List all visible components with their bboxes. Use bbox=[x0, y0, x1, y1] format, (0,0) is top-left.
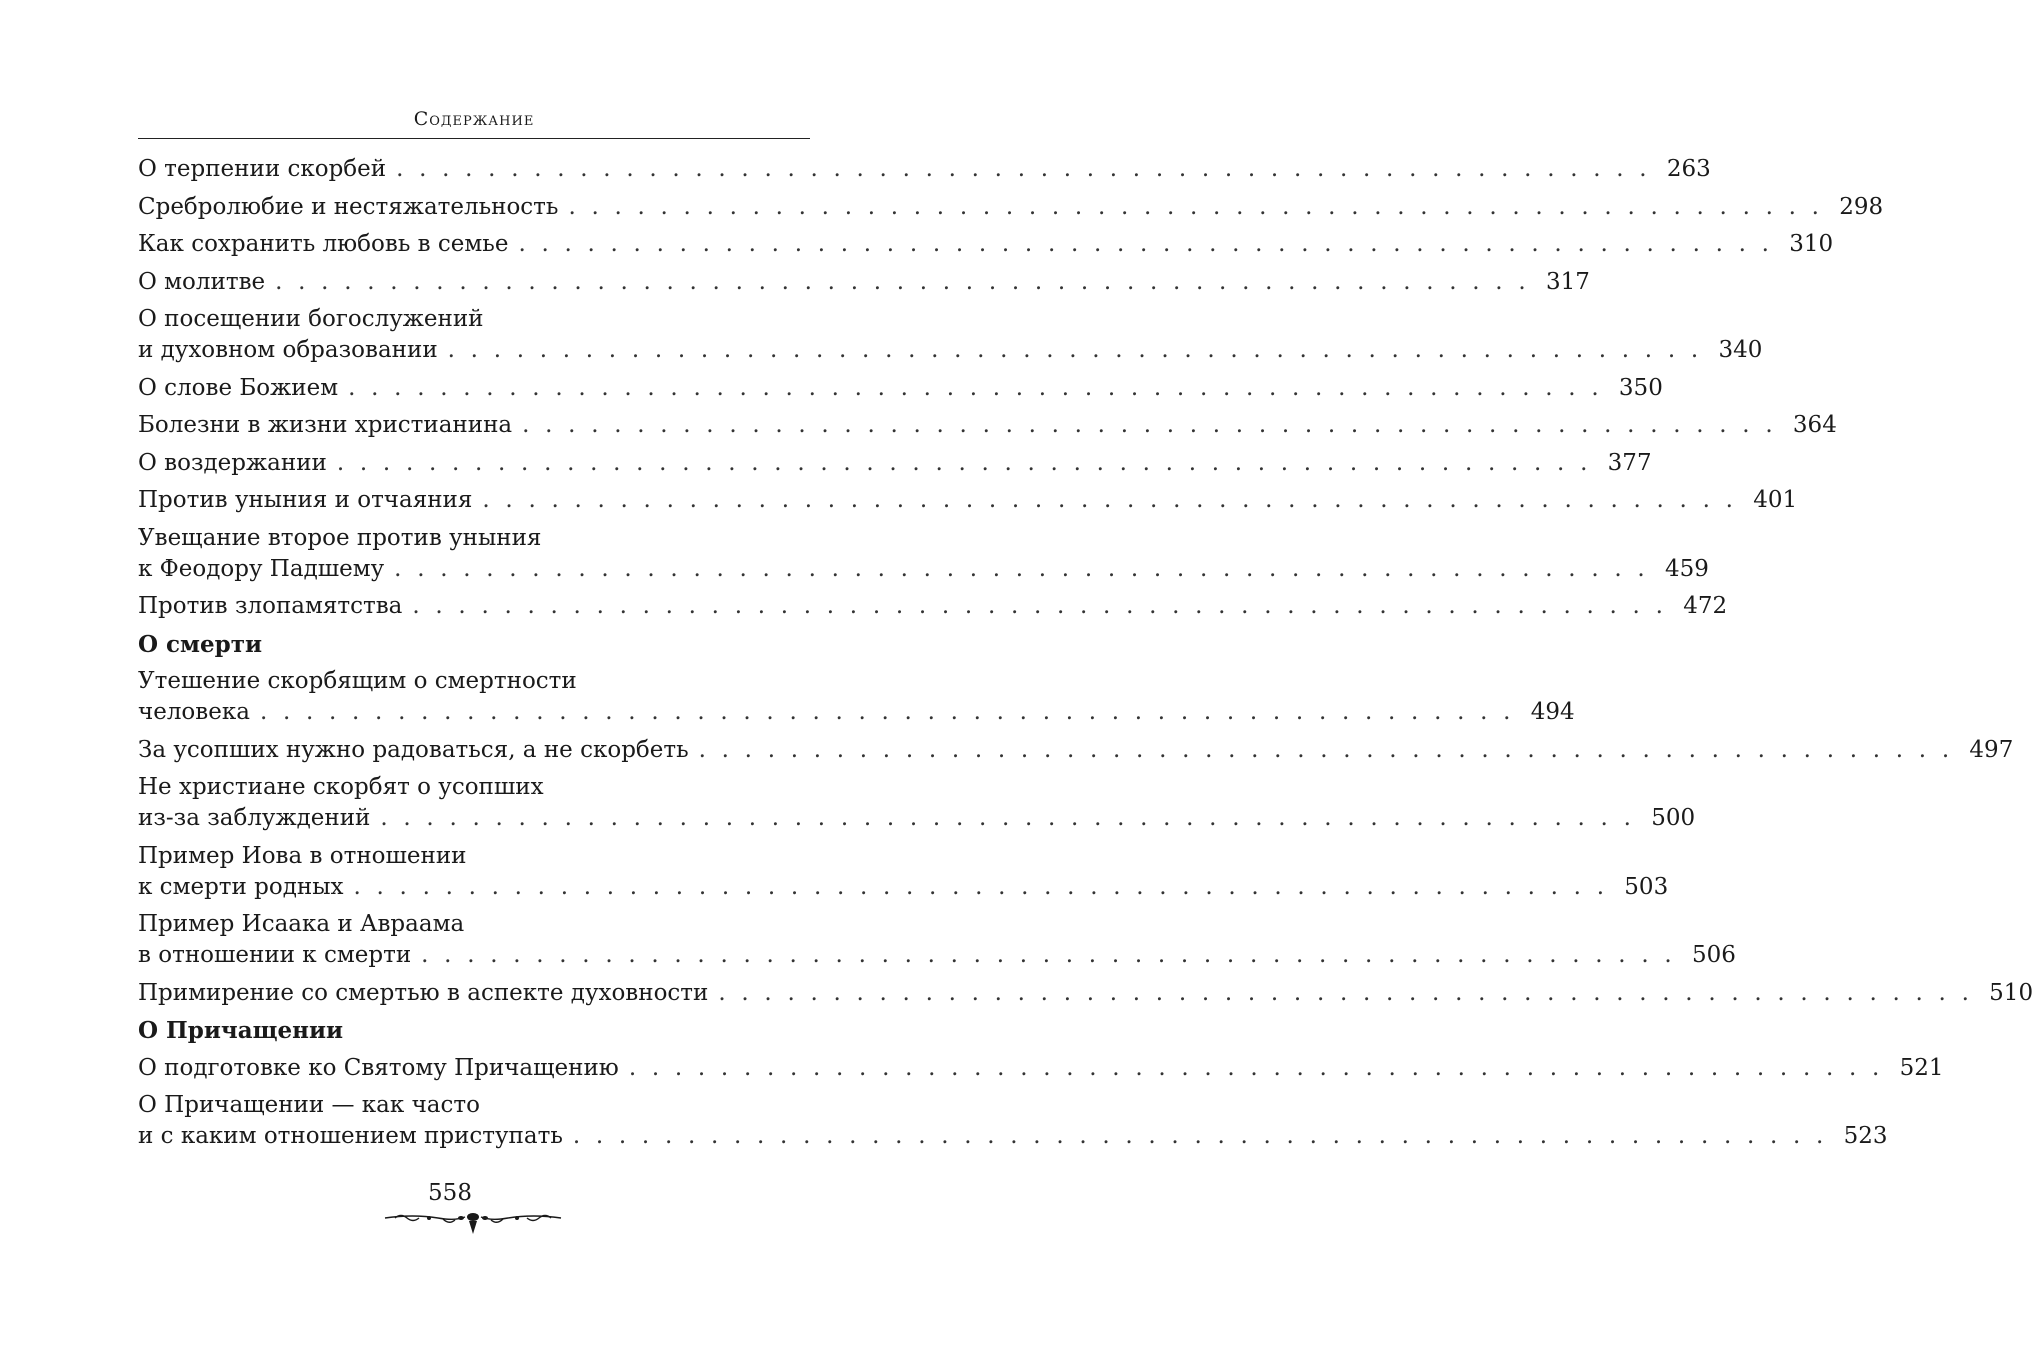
toc-page-number: 377 bbox=[1607, 449, 1652, 476]
header-rule bbox=[138, 138, 810, 139]
toc-page-number: 503 bbox=[1624, 873, 1669, 900]
toc-page-number: 350 bbox=[1618, 374, 1663, 401]
dot-leader: . . . . . . . . . . . . . . . . . . . . . . . . . . . . . . . . . . . . . . . . . . . . . . . . . . . . . . . bbox=[259, 699, 1515, 725]
toc-section-heading: О Причащении bbox=[138, 1017, 344, 1044]
dot-leader: . . . . . . . . . . . . . . . . . . . . . . . . . . . . . . . . . . . . . . . . . . . . . . . . . . . . . . . bbox=[412, 593, 1668, 619]
toc-entry-title: Увещание второе против уныния bbox=[138, 524, 542, 551]
toc-entry[interactable] bbox=[138, 154, 1711, 185]
toc-entry-title: О Причащении — как часто bbox=[138, 1092, 480, 1118]
toc-entry-title: в отношении к смерти bbox=[138, 942, 412, 968]
toc-entry[interactable] bbox=[138, 772, 1696, 834]
toc-entry[interactable] bbox=[138, 841, 1669, 903]
dot-leader: . . . . . . . . . . . . . . . . . . . . . . . . . . . . . . . . . . . . . . . . . . . . . . . . . . . . . . . bbox=[482, 487, 1738, 513]
dot-leader: . . . . . . . . . . . . . . . . . . . . . . . . . . . . . . . . . . . . . . . . . . . . . . . . . . . . . . . bbox=[353, 873, 1609, 900]
toc-entry[interactable] bbox=[138, 1090, 1888, 1152]
dot-leader: . . . . . . . . . . . . . . . . . . . . . . . . . . . . . . . . . . . . . . . . . . . . . . . . . . . . . . . bbox=[718, 979, 1974, 1006]
toc-page-number: 523 bbox=[1843, 1123, 1888, 1149]
toc-entry[interactable] bbox=[138, 229, 1834, 260]
toc-page-number: 510 bbox=[1989, 979, 2033, 1006]
dot-leader: . . . . . . . . . . . . . . . . . . . . . . . . . . . . . . . . . . . . . . . . . . . . . . . . . . . . . . . bbox=[628, 1054, 1884, 1081]
toc-page-number: 364 bbox=[1792, 412, 1837, 438]
dot-leader: . . . . . . . . . . . . . . . . . . . . . . . . . . . . . . . . . . . . . . . . . . . . . . . . . . . . . . . bbox=[421, 942, 1676, 968]
toc-entry-title: О посещении богослужений bbox=[138, 306, 484, 332]
toc-entry[interactable] bbox=[138, 410, 1837, 441]
toc-entry[interactable] bbox=[138, 591, 1728, 622]
dot-leader: . . . . . . . . . . . . . . . . . . . . . . . . . . . . . . . . . . . . . . . . . . . . . . . . . . . . . . . bbox=[522, 412, 1777, 438]
dot-leader: . . . . . . . . . . . . . . . . . . . . . . . . . . . . . . . . . . . . . . . . . . . . . . . . . . . . . . . bbox=[568, 193, 1824, 220]
toc-entry[interactable] bbox=[138, 735, 2014, 766]
toc-entry-title: и с каким отношением приступать bbox=[138, 1123, 563, 1149]
dot-leader: . . . . . . . . . . . . . . . . . . . . . . . . . . . . . . . . . . . . . . . . . . . . . . . . . . . . . . . bbox=[572, 1123, 1828, 1149]
toc-entry-title: Пример Исаака и Авраама bbox=[138, 911, 465, 937]
toc-section-heading: О смерти bbox=[138, 630, 263, 658]
dot-leader: . . . . . . . . . . . . . . . . . . . . . . . . . . . . . . . . . . . . . . . . . . . . . . . . . . . . . . . bbox=[336, 449, 1592, 476]
running-header: Содержание bbox=[413, 108, 535, 130]
toc-page-number: 497 bbox=[1969, 736, 2014, 763]
toc-entry-title: Не христиане скорбят о усопших bbox=[138, 774, 544, 800]
toc-entry-title: Сребролюбие и нестяжательность bbox=[138, 193, 559, 220]
toc-entry[interactable] bbox=[138, 523, 1709, 585]
toc-entry-title: О слове Божием bbox=[138, 374, 339, 401]
toc-entry-title: Утешение скорбящим о смертности bbox=[138, 668, 577, 694]
toc-page-number: 340 bbox=[1718, 337, 1763, 363]
toc-entry-title: Примирение со смертью в аспекте духовности bbox=[138, 979, 709, 1006]
toc-page-number: 401 bbox=[1753, 487, 1798, 513]
dot-leader: . . . . . . . . . . . . . . . . . . . . . . . . . . . . . . . . . . . . . . . . . . . . . . . . . . . . . . . bbox=[275, 268, 1530, 295]
table-of-contents bbox=[138, 154, 2033, 1159]
dot-leader: . . . . . . . . . . . . . . . . . . . . . . . . . . . . . . . . . . . . . . . . . . . . . . . . . . . . . . . bbox=[698, 736, 1954, 763]
toc-entry-title: О подготовке ко Святому Причащению bbox=[138, 1054, 619, 1081]
toc-page-number: 472 bbox=[1683, 593, 1728, 619]
toc-entry-title: из-за заблуждений bbox=[138, 805, 371, 831]
toc-page-number: 263 bbox=[1666, 156, 1711, 182]
toc-entry[interactable] bbox=[138, 909, 1736, 971]
dot-leader: . . . . . . . . . . . . . . . . . . . . . . . . . . . . . . . . . . . . . . . . . . . . . . . . . . . . . . . bbox=[380, 805, 1636, 831]
toc-entry-title: Как сохранить любовь в семье bbox=[138, 231, 509, 257]
toc-page-number: 310 bbox=[1789, 231, 1834, 257]
toc-entry[interactable] bbox=[138, 666, 1575, 728]
toc-entry-title: Болезни в жизни христианина bbox=[138, 412, 513, 438]
dot-leader: . . . . . . . . . . . . . . . . . . . . . . . . . . . . . . . . . . . . . . . . . . . . . . . . . . . . . . . bbox=[396, 156, 1651, 182]
toc-entry[interactable] bbox=[138, 373, 1663, 404]
dot-leader: . . . . . . . . . . . . . . . . . . . . . . . . . . . . . . . . . . . . . . . . . . . . . . . . . . . . . . . bbox=[394, 555, 1649, 582]
dot-leader: . . . . . . . . . . . . . . . . . . . . . . . . . . . . . . . . . . . . . . . . . . . . . . . . . . . . . . . bbox=[447, 337, 1703, 363]
toc-entry[interactable] bbox=[138, 978, 2033, 1009]
floral-divider-icon bbox=[383, 1208, 563, 1238]
toc-entry[interactable] bbox=[138, 192, 1884, 223]
toc-entry-title: к Феодору Падшему bbox=[138, 555, 385, 582]
toc-entry-title: О молитве bbox=[138, 268, 266, 295]
toc-entry-title: О терпении скорбей bbox=[138, 156, 387, 182]
toc-entry-title: Против злопамятства bbox=[138, 593, 403, 619]
toc-entry-title: к смерти родных bbox=[138, 873, 344, 900]
toc-page-number: 317 bbox=[1545, 268, 1590, 295]
toc-entry[interactable] bbox=[138, 1053, 1944, 1084]
toc-page-number: 298 bbox=[1839, 193, 1884, 220]
toc-entry-title: человека bbox=[138, 699, 250, 725]
toc-entry-title: Против уныния и отчаяния bbox=[138, 487, 473, 513]
toc-entry-title: О воздержании bbox=[138, 449, 327, 476]
toc-page-number: 500 bbox=[1651, 805, 1696, 831]
toc-page-number: 459 bbox=[1664, 555, 1709, 582]
toc-entry-title: Пример Иова в отношении bbox=[138, 842, 467, 869]
toc-page-number: 494 bbox=[1530, 699, 1575, 725]
dot-leader: . . . . . . . . . . . . . . . . . . . . . . . . . . . . . . . . . . . . . . . . . . . . . . . . . . . . . . . bbox=[348, 374, 1603, 401]
toc-entry[interactable] bbox=[138, 448, 1652, 479]
toc-entry[interactable] bbox=[138, 304, 1763, 366]
toc-page-number: 506 bbox=[1691, 942, 1736, 968]
toc-entry-title: и духовном образовании bbox=[138, 337, 438, 363]
dot-leader: . . . . . . . . . . . . . . . . . . . . . . . . . . . . . . . . . . . . . . . . . . . . . . . . . . . . . . . bbox=[518, 231, 1774, 257]
page-number: 558 bbox=[428, 1180, 472, 1206]
toc-entry[interactable] bbox=[138, 267, 1590, 298]
toc-page-number: 521 bbox=[1899, 1054, 1944, 1081]
toc-entry[interactable] bbox=[138, 485, 1798, 516]
toc-entry-title: За усопших нужно радоваться, а не скорбеть bbox=[138, 736, 689, 763]
